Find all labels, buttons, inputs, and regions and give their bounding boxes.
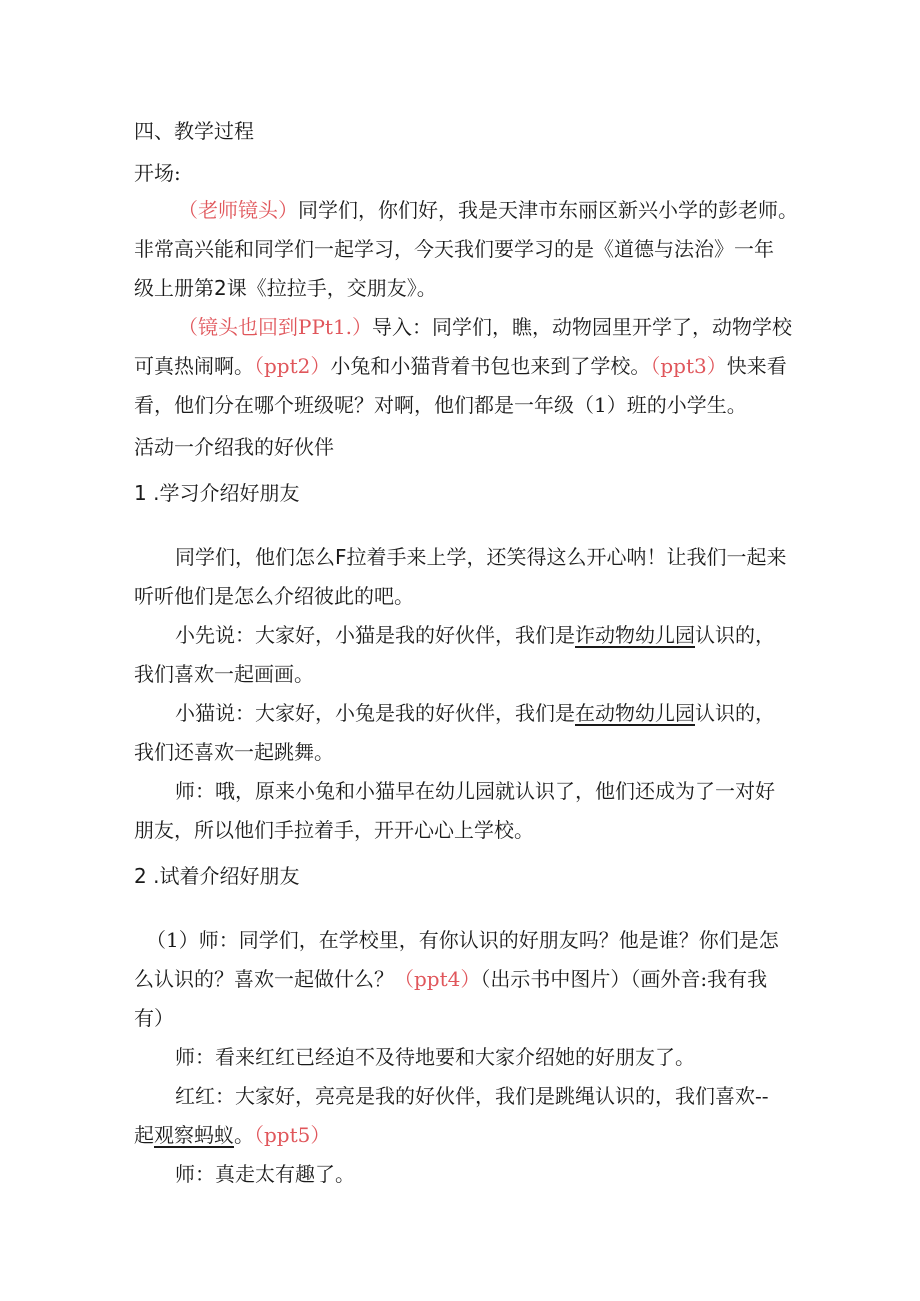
- sub1-paragraph-4-line-2: 朋友，所以他们手拉着手，开开心心上学校。: [134, 818, 534, 842]
- sub2-paragraph-1-line-2: [134, 965, 767, 993]
- text-segment: 级上册第: [134, 276, 214, 300]
- text-segment: 可真热闹啊。: [134, 354, 254, 378]
- text-segment: 同学们，他们怎么: [175, 545, 335, 569]
- sub2-paragraph-3-line-1: 红红：大家好，亮亮是我的好伙伴，我们是跳绳认识的，我们喜欢--: [175, 1084, 769, 1108]
- activity-heading: 活动一介绍我的好伙伴: [134, 435, 334, 459]
- text-segment: 。: [234, 1123, 254, 1147]
- text-segment: （出示书中图片）（画外音:我有我: [480, 967, 768, 991]
- text-segment: 导入：同学们，瞧，动物园里开学了，动物学校: [372, 315, 793, 339]
- opening-label: 开场:: [134, 161, 181, 185]
- sub2-paragraph-3-line-2: [134, 1121, 330, 1149]
- text-segment: 课《拉拉手，交朋友》。: [226, 276, 437, 300]
- text-segment: 小猫说：大家好，小兔是我的好伙伴，我们是: [175, 701, 575, 725]
- camera-direction-tag: （老师镜头）: [178, 198, 298, 222]
- sub1-paragraph-2-line-2: 我们喜欢一起画画。: [134, 662, 314, 686]
- sub2-paragraph-1-line-3: 有）: [134, 1006, 174, 1030]
- text-segment: 认识的，: [695, 701, 775, 725]
- sub2-paragraph-4-line-1: 师：真走太有趣了。: [175, 1162, 355, 1186]
- sub1-paragraph-1-line-2: 听听他们是怎么介绍彼此的吧。: [134, 584, 414, 608]
- opening-paragraph-2-line-2: [134, 352, 787, 380]
- lesson-number: 2: [214, 276, 227, 300]
- text-segment: 小兔和小猫背着书包也来到了学校。: [330, 354, 651, 378]
- sub1-paragraph-3-line-1: [175, 699, 775, 727]
- text-segment: 快来看: [726, 354, 787, 378]
- opening-paragraph-1-line-3: [134, 274, 437, 302]
- section-heading: 四、教学过程: [134, 119, 254, 143]
- sub1-paragraph-2-line-1: [175, 621, 775, 649]
- underlined-text: 观察蚂蚁: [154, 1123, 234, 1147]
- ppt-tag: （ppt5）: [254, 1123, 331, 1147]
- subsection-heading-1: 1 .学习介绍好朋友: [134, 481, 300, 505]
- ppt-tag: （ppt3）: [650, 354, 727, 378]
- sub2-paragraph-2-line-1: 师：看来红红已经迫不及待地要和大家介绍她的好朋友了。: [175, 1045, 695, 1069]
- sub1-paragraph-3-line-2: 我们还喜欢一起跳舞。: [134, 740, 334, 764]
- text-segment: 同学们，你们好，我是天津市东丽区新兴小学的彭老师。: [298, 198, 798, 222]
- ppt-tag: （ppt4）: [394, 967, 481, 991]
- text-segment: 起: [134, 1123, 154, 1147]
- sub1-paragraph-1-line-1: [175, 543, 787, 571]
- subsection-heading-2: 2 .试着介绍好朋友: [134, 864, 300, 888]
- underlined-text: 在动物幼儿园: [575, 701, 695, 725]
- camera-direction-tag: （镜头也回到PPt1.）: [178, 315, 373, 339]
- sub2-paragraph-1-line-1: （1）师：同学们，在学校里，有你认识的好朋友吗？他是谁？你们是怎: [146, 928, 779, 952]
- sub1-paragraph-4-line-1: 师：哦，原来小兔和小猫早在幼儿园就认识了，他们还成为了一对好: [175, 779, 775, 803]
- opening-paragraph-1-line-1: [178, 196, 798, 224]
- text-segment: 么认识的？喜欢一起做什么？: [134, 967, 394, 991]
- text-segment: 认识的，: [695, 623, 775, 647]
- opening-paragraph-1-line-2: 非常高兴能和同学们一起学习，今天我们要学习的是《道德与法治》一年: [134, 237, 774, 261]
- ppt-tag: （ppt2）: [254, 354, 331, 378]
- opening-paragraph-2-line-1: [178, 313, 792, 341]
- text-segment: 小先说：大家好，小猫是我的好伙伴，我们是: [175, 623, 575, 647]
- underlined-text: 诈动物幼儿园: [575, 623, 695, 647]
- opening-paragraph-2-line-3: 看，他们分在哪个班级呢？对啊，他们都是一年级（1）班的小学生。: [134, 393, 747, 417]
- text-segment: F: [335, 545, 347, 569]
- text-segment: 拉着手来上学，还笑得这么开心呐！让我们一起来: [346, 545, 787, 569]
